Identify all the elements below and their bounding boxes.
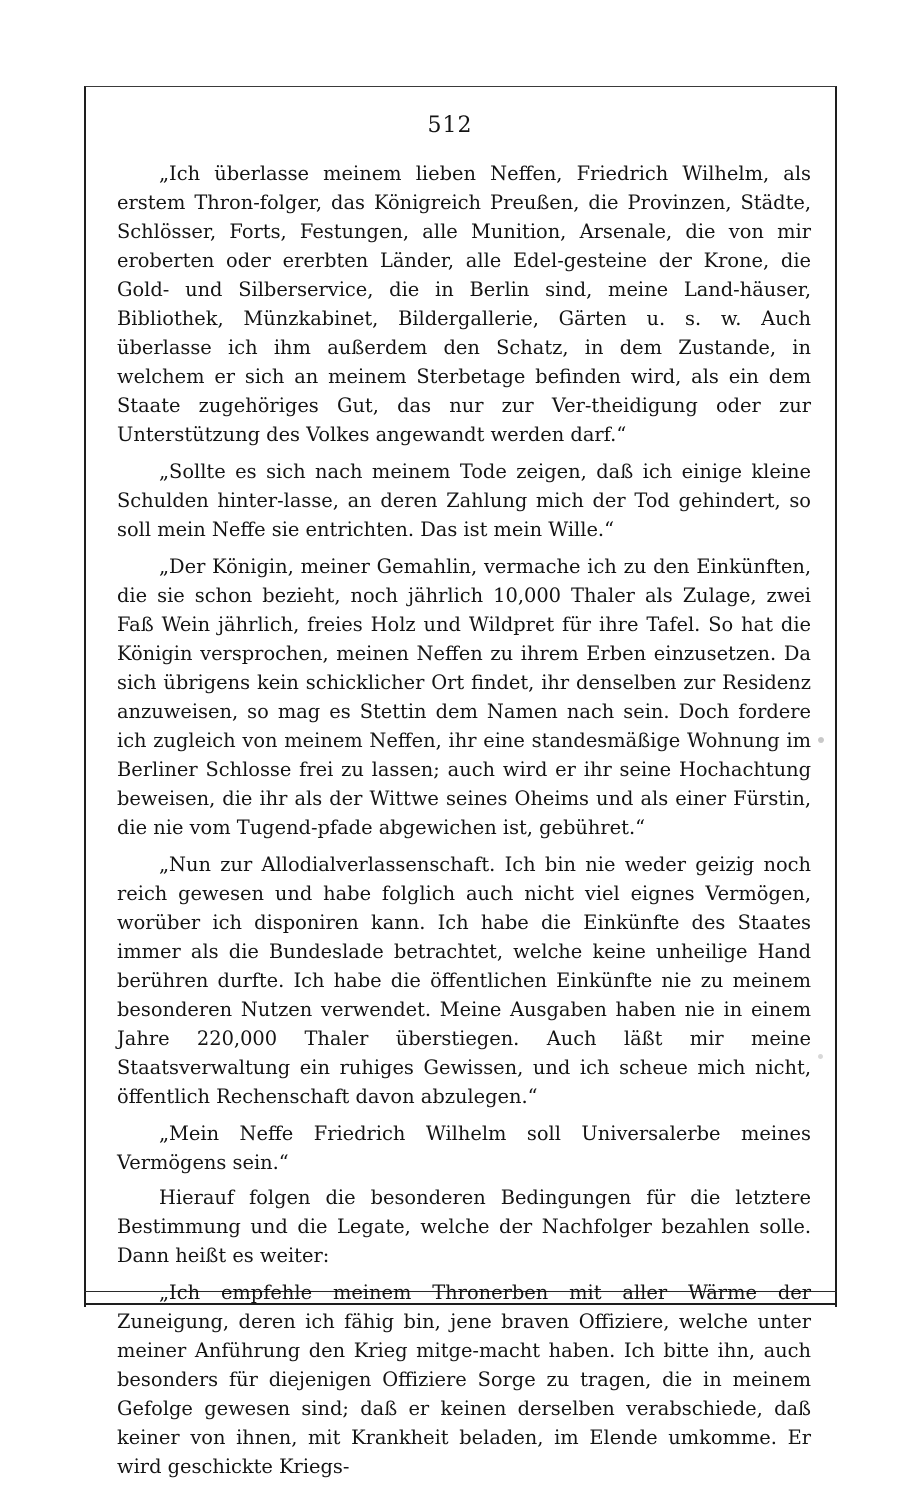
paragraph-debts: „Sollte es sich nach meinem Tode zeigen, daß ich einige kleine Schulden hinter-lasse, an deren Zahlung mich der Tod gehindert, so soll mein Neffe sie entrichten. Das ist mein Wille.“ [117, 460, 811, 541]
body-text [117, 159, 811, 1489]
paragraph-officers: „Ich empfehle meinem Thronerben mit aller Wärme der Zuneigung, deren ich fähig bin, jene braven Offiziere, welche unter meiner Anführung den Krieg mitge-macht haben. Ich bitte ihn, auch besonders für diejenigen Offiziere Sorge zu tragen, die in meinem Gefolge gewesen sind; daß er keinen derselben verabschiede, daß keiner von ihnen, mit Krankheit beladen, im Elende umkomme. Er wird geschickte Kriegs- [117, 1281, 811, 1478]
paper-speck [818, 737, 824, 743]
paragraph-universal-heir: „Mein Neffe Friedrich Wilhelm soll Universalerbe meines Vermögens sein.“ [117, 1122, 811, 1174]
paragraph-conditions-legacies: Hierauf folgen die besonderen Bedingungen für die letztere Bestimmung und die Legate, welche der Nachfolger bezahlen solle. Dann heißt es weiter: [117, 1186, 811, 1267]
paragraph-allodial-estate: „Nun zur Allodialverlassenschaft. Ich bin nie weder geizig noch reich gewesen und habe folglich auch nicht viel eignes Vermögen, worüber ich disponiren kann. Ich habe die Einkünfte des Staates immer als die Bundeslade betrachtet, welche keine unheilige Hand berühren durfte. Ich habe die öffentlichen Einkünfte nie zu meinem besonderen Nutzen verwendet. Meine Ausgaben haben nie in einem Jahre 220,000 Thaler überstiegen. Auch läßt mir meine Staatsverwaltung ein ruhiges Gewissen, und ich scheue mich nicht, öffentlich Rechenschaft davon abzulegen.“ [117, 853, 811, 1108]
paragraph-heir-inheritance: „Ich überlasse meinem lieben Neffen, Friedrich Wilhelm, als erstem Thron-folger, das Königreich Preußen, die Provinzen, Städte, Schlösser, Forts, Festungen, alle Munition, Arsenale, die von mir eroberten oder ererbten Länder, alle Edel-gesteine der Krone, die Gold- und Silberservice, die in Berlin sind, meine Land-häuser, Bibliothek, Münzkabinet, Bildergallerie, Gärten u. s. w. Auch überlasse ich ihm außerdem den Schatz, in dem Zustande, in welchem er sich an meinem Sterbetage befinden wird, als ein dem Staate zugehöriges Gut, das nur zur Ver-theidigung oder zur Unterstützung des Volkes angewandt werden darf.“ [117, 162, 811, 446]
page-number: 512 [427, 113, 473, 138]
paper-speck [818, 1054, 823, 1059]
paragraph-queen-bequest: „Der Königin, meiner Gemahlin, vermache ich zu den Einkünften, die sie schon bezieht, noch jährlich 10,000 Thaler als Zulage, zwei Faß Wein jährlich, freies Holz und Wildpret für ihre Tafel. So hat die Königin versprochen, meinen Neffen zu ihrem Erben einzusetzen. Da sich übrigens kein schicklicher Ort findet, ihr denselben zur Residenz anzuweisen, so mag es Stettin dem Namen nach sein. Doch fordere ich zugleich von meinem Neffen, ihr eine standesmäßige Wohnung im Berliner Schlosse frei zu lassen; auch wird er ihr seine Hochachtung beweisen, die ihr als der Wittwe seines Oheims und als einer Fürstin, die nie vom Tugend-pfade abgewichen ist, gebühret.“ [117, 555, 811, 839]
